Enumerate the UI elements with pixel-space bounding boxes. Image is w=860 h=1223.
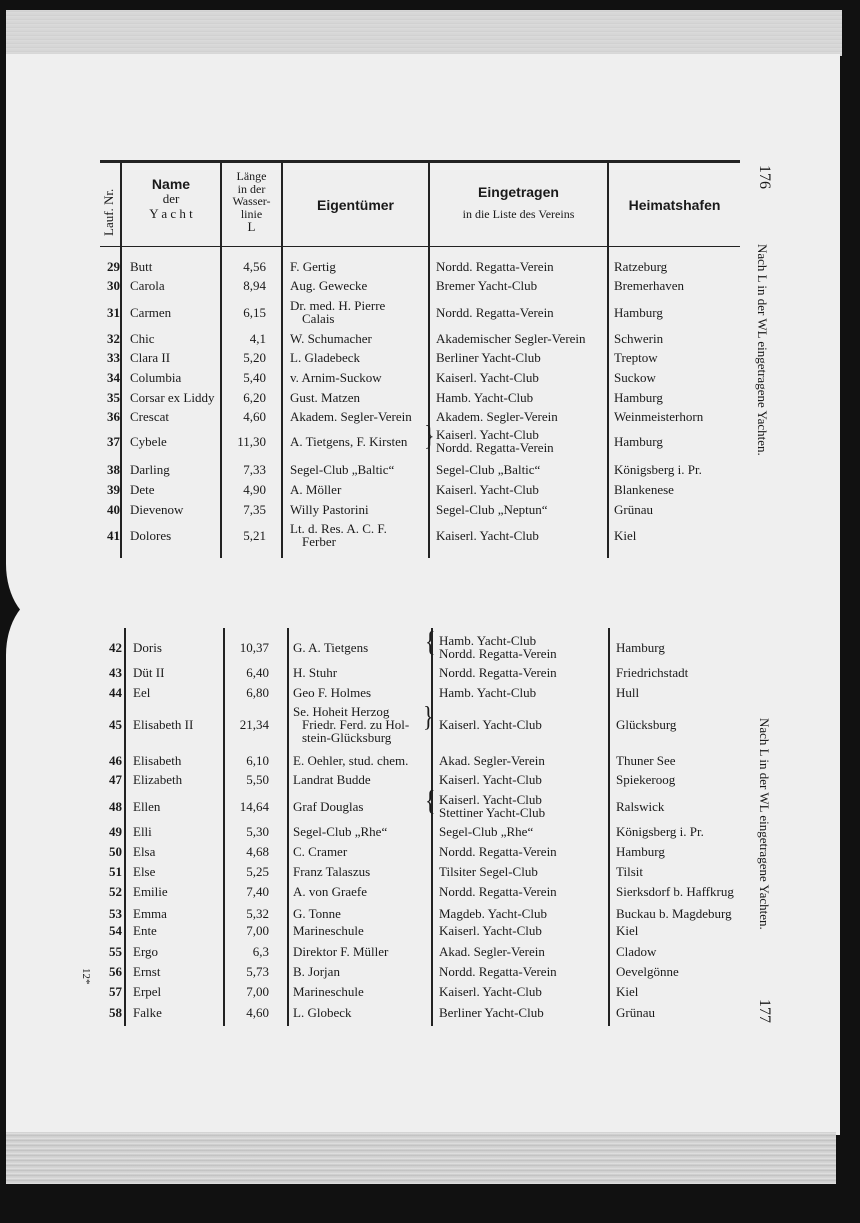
waterline-length: 6,10 [246,753,269,768]
yacht-name: Carmen [130,305,172,320]
yacht-name: Clara II [130,350,171,365]
club: Kaiserl. Yacht-Club [439,792,542,807]
row-number: 30 [107,278,120,293]
yacht-name: Butt [130,259,153,274]
row-number: 33 [107,350,120,365]
yacht-name: Erpel [133,984,162,999]
waterline-length: 6,80 [246,685,269,700]
page-number-176: 176 [756,165,773,189]
owner: Franz Talaszus [293,864,371,879]
waterline-length: 5,21 [243,528,266,543]
home-port: Friedrichstadt [616,665,689,680]
running-title-lower: Nach L in der WL eingetragene Yachten. [757,718,772,930]
header-registered-line1: Eingetragen [478,184,559,200]
table-row [0,419,860,455]
table-row [0,371,860,391]
waterline-length: 5,50 [246,772,269,787]
table-row [0,924,860,944]
table-row [0,260,860,280]
owner: Direktor F. Müller [293,944,389,959]
waterline-length: 7,40 [246,884,269,899]
table-row [0,754,860,774]
row-number: 48 [109,799,122,814]
row-number: 36 [107,409,120,424]
club: Akad. Segler-Verein [439,944,545,959]
waterline-length: 7,33 [243,462,266,477]
owner: Akadem. Segler-Verein [290,409,412,424]
club: Berliner Yacht-Club [436,350,541,365]
home-port: Cladow [616,944,657,959]
club: Akadem. Segler-Verein [436,409,558,424]
table-row [0,391,860,411]
owner: Marineschule [293,923,364,938]
yacht-name: Doris [133,640,162,655]
table-row [0,298,860,326]
club: Berliner Yacht-Club [439,1005,544,1020]
book-page-edges-bottom [6,1132,836,1184]
row-number: 29 [107,259,120,274]
table-row [0,503,860,523]
yacht-name: Falke [133,1005,162,1020]
waterline-length: 5,30 [246,824,269,839]
yacht-name: Elsa [133,844,156,859]
owner: L. Gladebeck [290,350,361,365]
header-owner: Eigentümer [316,197,394,213]
owner: Graf Douglas [293,799,364,814]
waterline-length: 5,20 [243,350,266,365]
header-length-line5: L [247,219,256,235]
owner-line3: stein-Glücksburg [302,730,392,745]
yacht-name: Chic [130,331,155,346]
header-registered-line2: in die Liste des Vereins [462,207,575,222]
club: Hamb. Yacht-Club [436,390,534,405]
home-port: Königsberg i. Pr. [616,824,704,839]
row-number: 41 [107,528,120,543]
yacht-name: Elisabeth [133,753,182,768]
club: Hamb. Yacht-Club [439,633,537,648]
yacht-name: Elisabeth II [133,717,194,732]
club: Kaiserl. Yacht-Club [439,717,542,732]
page-number-177: 177 [756,999,773,1023]
table-row [0,965,860,985]
home-port: Suckow [614,370,656,385]
waterline-length: 4,60 [246,1005,269,1020]
table-row [0,521,860,549]
owner: L. Globeck [293,1005,352,1020]
home-port: Königsberg i. Pr. [614,462,702,477]
club: Kaiserl. Yacht-Club [439,984,542,999]
row-number: 32 [107,331,120,346]
row-number: 50 [109,844,122,859]
row-number: 52 [109,884,122,899]
header-lauf-nr: Lauf. Nr. [101,188,116,236]
owner: Lt. d. Res. A. C. F. [290,521,387,536]
header-length-line3: Wasser- [232,194,271,209]
waterline-length: 7,35 [243,502,266,517]
club: Bremer Yacht-Club [436,278,538,293]
row-number: 58 [109,1005,122,1020]
yacht-name: Dete [130,482,155,497]
club: Segel-Club „Neptun“ [436,502,548,517]
waterline-length: 6,40 [246,665,269,680]
table-row [0,865,860,885]
home-port: Schwerin [614,331,664,346]
table-row [0,332,860,352]
club: Kaiserl. Yacht-Club [439,772,542,787]
club: Kaiserl. Yacht-Club [439,923,542,938]
brace-mark: } [423,700,434,733]
home-port: Ralswick [616,799,665,814]
club: Kaiserl. Yacht-Club [436,528,539,543]
running-title-upper: Nach L in der WL eingetragene Yachten. [755,244,770,456]
yacht-name: Carola [130,278,165,293]
row-number: 37 [107,434,120,449]
owner: E. Oehler, stud. chem. [293,753,409,768]
row-number: 57 [109,984,122,999]
yacht-name: Eel [133,685,151,700]
club: Tilsiter Segel-Club [439,864,538,879]
yacht-name: Düt II [133,665,165,680]
table-top-rule [100,160,740,163]
header-name [122,176,220,222]
waterline-length: 4,56 [243,259,266,274]
owner: Aug. Gewecke [290,278,368,293]
home-port: Hamburg [614,434,663,449]
waterline-length: 14,64 [239,799,269,814]
yacht-name: Columbia [130,370,182,385]
owner: Geo F. Holmes [293,685,372,700]
home-port: Kiel [614,528,637,543]
club-line2: Nordd. Regatta-Verein [436,440,554,455]
owner: H. Stuhr [293,665,338,680]
header-length-line1: Länge [236,169,267,183]
table-row [0,845,860,865]
home-port: Kiel [616,984,639,999]
yacht-name: Ellen [133,799,161,814]
home-port: Buckau b. Magdeburg [616,906,732,921]
header-home-port: Heimatshafen [628,197,721,213]
yacht-name: Elli [133,824,152,839]
waterline-length: 10,37 [239,640,269,655]
owner: Marineschule [293,984,364,999]
owner: Gust. Matzen [290,390,361,405]
row-number: 45 [109,717,122,732]
row-number: 40 [107,502,120,517]
yacht-name: Darling [130,462,170,477]
owner-line2: Ferber [302,534,336,549]
table-row [0,483,860,503]
table-row [0,666,860,686]
row-number: 39 [107,482,120,497]
club: Nordd. Regatta-Verein [439,884,557,899]
waterline-length: 7,00 [246,923,269,938]
club: Kaiserl. Yacht-Club [436,370,539,385]
home-port: Kiel [616,923,639,938]
yacht-name: Crescat [130,409,169,424]
owner: G. A. Tietgens [293,640,369,655]
club: Kaiserl. Yacht-Club [436,482,539,497]
waterline-length: 7,00 [246,984,269,999]
owner: Landrat Budde [293,772,371,787]
waterline-length: 6,20 [243,390,266,405]
yacht-name: Emma [133,906,167,921]
table-row [0,279,860,299]
row-number: 38 [107,462,120,477]
table-row [0,625,860,661]
home-port: Oevelgönne [616,964,679,979]
owner: A. von Graefe [293,884,367,899]
home-port: Hamburg [614,305,663,320]
club: Segel-Club „Rhe“ [439,824,534,839]
home-port: Grünau [616,1005,655,1020]
waterline-length: 5,32 [246,906,269,921]
owner: G. Tonne [293,906,341,921]
home-port: Blankenese [614,482,674,497]
signature-mark: 12* [80,968,92,985]
home-port: Ratzeburg [614,259,668,274]
club: Nordd. Regatta-Verein [436,305,554,320]
owner-line2: Friedr. Ferd. zu Hol- [302,717,410,732]
waterline-length: 5,73 [246,964,269,979]
home-port: Sierksdorf b. Haffkrug [616,884,734,899]
header-name-line2: der [162,191,180,207]
brace-mark: { [425,625,436,658]
table-row [0,825,860,845]
waterline-length: 6,3 [252,944,269,959]
table-row [0,985,860,1005]
header-bottom-rule [100,246,740,247]
yacht-name: Ernst [133,964,161,979]
row-number: 34 [107,370,120,385]
waterline-length: 4,1 [249,331,266,346]
waterline-length: 8,94 [243,278,266,293]
home-port: Hamburg [614,390,663,405]
table-row [0,1006,860,1026]
table-row [0,945,860,965]
owner: v. Arnim-Suckow [290,370,382,385]
owner: Se. Hoheit Herzog [293,704,390,719]
row-number: 47 [109,772,122,787]
waterline-length: 5,25 [246,864,269,879]
home-port: Thuner See [616,753,676,768]
yacht-name: Ente [133,923,157,938]
yacht-name: Dievenow [130,502,184,517]
waterline-length: 11,30 [237,434,266,449]
row-number: 56 [109,964,122,979]
table-row [0,700,860,745]
yacht-name: Cybele [130,434,167,449]
waterline-length: 4,60 [243,409,266,424]
row-number: 53 [109,906,122,921]
home-port: Weinmeisterhorn [614,409,704,424]
waterline-length: 4,68 [246,844,269,859]
home-port: Hull [616,685,640,700]
yacht-name: Emilie [133,884,168,899]
yacht-name: Else [133,864,156,879]
club: Segel-Club „Baltic“ [436,462,541,477]
yacht-name: Dolores [130,528,172,543]
owner: F. Gertig [290,259,336,274]
club: Nordd. Regatta-Verein [436,259,554,274]
home-port: Treptow [614,350,658,365]
club-line2: Stettiner Yacht-Club [439,805,546,820]
club: Akad. Segler-Verein [439,753,545,768]
yacht-name: Ergo [133,944,159,959]
header-registered [430,184,607,222]
row-number: 42 [109,640,122,655]
club: Nordd. Regatta-Verein [439,964,557,979]
row-number: 54 [109,923,122,938]
row-number: 31 [107,305,120,320]
owner: W. Schumacher [290,331,372,346]
owner: Segel-Club „Rhe“ [293,824,388,839]
owner: B. Jorjan [293,964,340,979]
brace-mark: { [425,784,436,817]
row-number: 49 [109,824,122,839]
home-port: Glücksburg [616,717,677,732]
waterline-length: 5,40 [243,370,266,385]
header-length-line4: linie [240,206,263,221]
row-number: 43 [109,665,122,680]
row-number: 55 [109,944,122,959]
home-port: Hamburg [616,640,665,655]
row-number: 35 [107,390,120,405]
club-line2: Nordd. Regatta-Verein [439,646,557,661]
home-port: Hamburg [616,844,665,859]
owner: Willy Pastorini [290,502,369,517]
row-number: 46 [109,753,122,768]
home-port: Spiekeroog [616,772,676,787]
waterline-length: 4,90 [243,482,266,497]
table-row [0,463,860,483]
home-port: Bremerhaven [614,278,685,293]
owner: C. Cramer [293,844,348,859]
owner: Dr. med. H. Pierre [290,298,386,313]
book-page-edges-top [6,10,842,56]
owner: A. Tietgens, F. Kirsten [290,434,408,449]
yacht-name: Corsar ex Liddy [130,390,215,405]
club: Nordd. Regatta-Verein [439,665,557,680]
waterline-length: 6,15 [243,305,266,320]
brace-mark: } [424,419,435,452]
header-name-line3: Y a c h t [149,206,193,222]
header-length [222,170,281,234]
header-name-line1: Name [151,176,191,192]
home-port: Tilsit [616,864,643,879]
club: Hamb. Yacht-Club [439,685,537,700]
owner-line2: Calais [302,311,335,326]
row-number: 44 [109,685,122,700]
header-length-line2: in der [237,181,266,196]
club: Nordd. Regatta-Verein [439,844,557,859]
row-number: 51 [109,864,122,879]
owner: Segel-Club „Baltic“ [290,462,395,477]
table-row [0,351,860,371]
owner: A. Möller [290,482,342,497]
club: Magdeb. Yacht-Club [439,906,547,921]
home-port: Grünau [614,502,653,517]
waterline-length: 21,34 [239,717,269,732]
table-row [0,885,860,905]
yacht-name: Elizabeth [133,772,183,787]
club: Kaiserl. Yacht-Club [436,427,539,442]
club: Akademischer Segler-Verein [436,331,586,346]
table-row [0,784,860,820]
